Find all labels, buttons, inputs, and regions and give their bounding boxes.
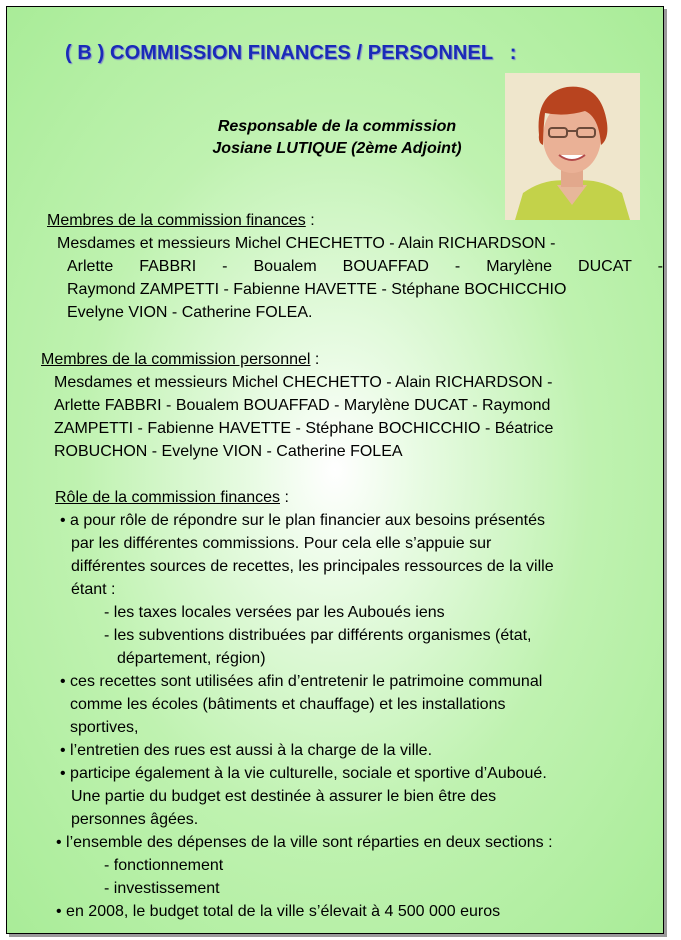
role-item: comme les écoles (bâtiments et chauffage) et les installations [70,696,506,713]
role-item: • participe également à la vie culturelle, sociale et sportive d’Auboué. [60,765,547,782]
list-item: Raymond ZAMPETTI - Fabienne HAVETTE - Stéphane BOCHICCHIO [67,281,567,298]
role-item: étant : [71,581,116,598]
finances-members-list [57,232,555,255]
list-item: Arlette FABBRI - Boualem BOUAFFAD - Marylène DUCAT - [67,258,663,275]
list-item: Mesdames et messieurs Michel CHECHETTO - Alain RICHARDSON - [54,374,553,391]
responsable-block [177,116,497,160]
role-item: • ces recettes sont utilisées afin d’entretenir le patrimoine communal [60,673,543,690]
role-item: Une partie du budget est destinée à assurer le bien être des [71,788,497,805]
list-item: Mesdames et messieurs Michel CHECHETTO - Alain RICHARDSON - [57,235,556,252]
role-item: sportives, [70,719,139,736]
responsable-photo [505,73,640,220]
list-item: ZAMPETTI - Fabienne HAVETTE - Stéphane BOCHICCHIO - Béatrice [54,420,554,437]
document-page [6,6,664,934]
role-subitem: - les taxes locales versées par les Auboués iens [104,604,445,621]
role-subitem: département, région) [117,650,266,667]
responsable-name: Josiane LUTIQUE (2ème Adjoint) [212,140,462,157]
responsable-label: Responsable de la commission [217,118,457,135]
role-subitem: - fonctionnement [104,857,224,874]
list-item: Evelyne VION - Catherine FOLEA. [67,304,313,321]
finances-members-list [67,255,663,278]
role-subitem: - les subventions distribuées par différents organismes (état, [104,627,532,644]
role-item: personnes âgées. [71,811,199,828]
role-item: par les différentes commissions. Pour cela elle s’appuie sur [71,535,492,552]
list-item: Arlette FABBRI - Boualem BOUAFFAD - Marylène DUCAT - Raymond [54,397,551,414]
personnel-members-list [54,371,553,463]
role-item: • a pour rôle de répondre sur le plan financier aux besoins présentés [60,512,546,529]
page-title: ( B ) COMMISSION FINANCES / PERSONNEL : [65,42,517,64]
role-item: • l’ensemble des dépenses de la ville sont réparties en deux sections : [56,834,553,851]
heading-role: Rôle de la commission finances : [55,489,289,506]
list-item: ROBUCHON - Evelyne VION - Catherine FOLEA [54,443,403,460]
role-item: différentes sources de recettes, les principales ressources de la ville [71,558,554,575]
role-subitem: - investissement [104,880,220,897]
role-item: • l’entretien des rues est aussi à la charge de la ville. [60,742,433,759]
heading-personnel: Membres de la commission personnel : [41,351,320,368]
finances-members-list [67,278,566,324]
role-item: • en 2008, le budget total de la ville s’élevait à 4 500 000 euros [56,903,501,920]
heading-finances: Membres de la commission finances : [47,212,315,229]
